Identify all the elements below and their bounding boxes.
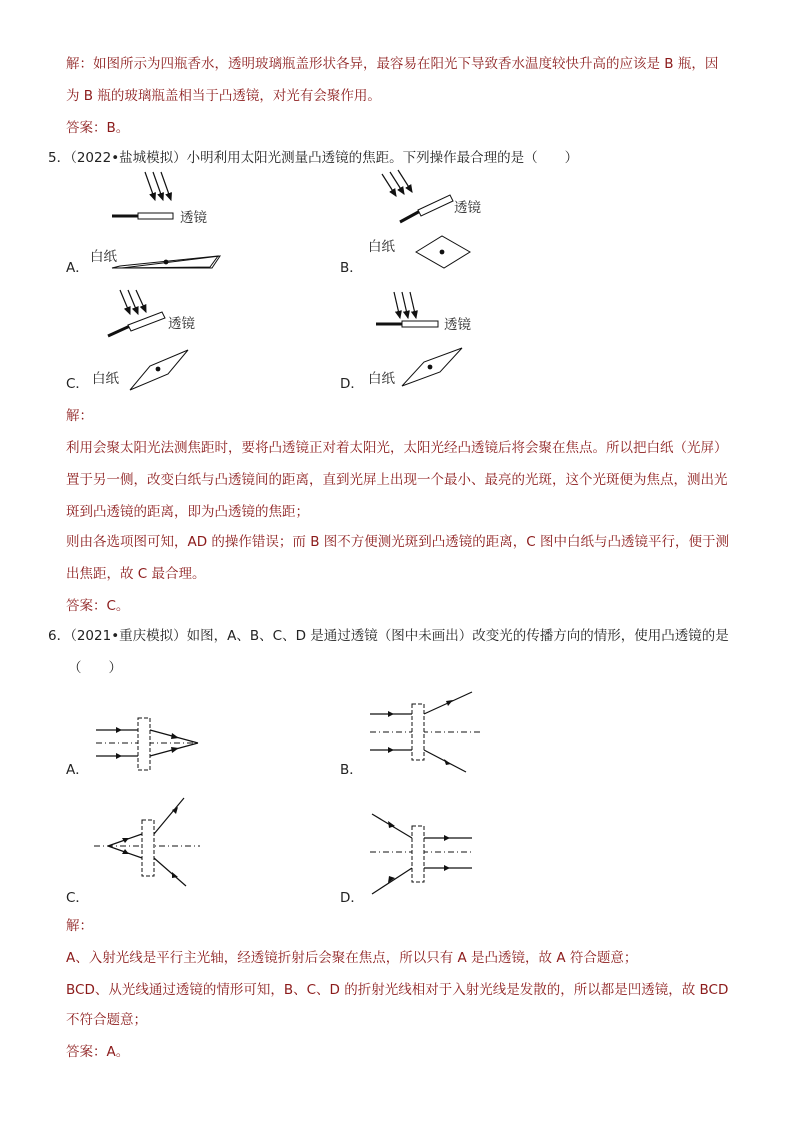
q5c-lens-label: 透镜 [168, 316, 195, 332]
q5d-lens-label: 透镜 [444, 317, 471, 333]
q5a-paper-label: 白纸 [90, 249, 117, 265]
q5a-lens-label: 透镜 [180, 210, 207, 226]
q5-solution-line-1: 利用会聚太阳光法测焦距时，要将凸透镜正对着太阳光，太阳光经凸透镜后将会聚在焦点。所以把白纸（光屏） [66, 440, 728, 456]
q5b-paper-label: 白纸 [368, 239, 395, 255]
q6-stem-line-1: 6．（2021•重庆模拟）如图，A、B、C、D 是通过透镜（图中未画出）改变光的传播方向的情形，使用凸透镜的是 [48, 628, 729, 644]
q5-figure-d [372, 288, 572, 398]
q6-option-c: C． [66, 890, 89, 906]
q6-solution-line-1: A、入射光线是平行主光轴，经透镜折射后会聚在焦点，所以只有 A 是凸透镜，故 A 符合题意； [66, 950, 638, 966]
q5-option-a: A． [66, 260, 89, 276]
q6-figure-a [94, 710, 234, 780]
q4-answer: 答案：B。 [66, 120, 130, 136]
q6-figure-b [368, 690, 488, 780]
q4-solution-line-2: 为 B 瓶的玻璃瓶盖相当于凸透镜，对光有会聚作用。 [66, 88, 381, 104]
q6-option-a: A． [66, 762, 89, 778]
q6-option-b: B． [340, 762, 363, 778]
q5-stem: 5．（2022•盐城模拟）小明利用太阳光测量凸透镜的焦距。下列操作最合理的是（ ） [48, 150, 579, 166]
q5-solution-line-4: 则由各选项图可知，AD 的操作错误；而 B 图不方便测光斑到凸透镜的距离，C 图中白纸与凸透镜平行，便于测 [66, 534, 729, 550]
q6-answer: 答案：A。 [66, 1044, 130, 1060]
q5b-lens-label: 透镜 [454, 200, 481, 216]
q6-option-d: D． [340, 890, 364, 906]
q5-solution-line-5: 出焦距，故 C 最合理。 [66, 566, 206, 582]
q5-figure-a [60, 170, 290, 280]
q5-figure-b [362, 168, 562, 288]
q6-figure-d [368, 808, 488, 898]
q5-figure-c [90, 288, 290, 398]
q6-stem-line-2: （ ） [68, 660, 122, 676]
q5-answer: 答案：C。 [66, 598, 130, 614]
q5d-paper-label-text: 白纸 [368, 371, 395, 387]
q6-solution-line-3: 不符合题意； [66, 1012, 147, 1028]
q5c-paper-label-text: 白纸 [92, 371, 119, 387]
q5-solution-head: 解： [66, 408, 93, 424]
q4-solution-line-1: 解：如图所示为四瓶香水，透明玻璃瓶盖形状各异，最容易在阳光下导致香水温度较快升高的应该是 B 瓶，因 [66, 56, 719, 72]
q6-solution-head: 解： [66, 918, 93, 934]
q6-solution-line-2: BCD、从光线通过透镜的情形可知，B、C、D 的折射光线相对于入射光线是发散的，所以都是凹透镜，故 BCD [66, 982, 729, 998]
q5-option-b: B． [340, 260, 363, 276]
q5-option-d: D． [340, 376, 364, 392]
q6-figure-c [92, 796, 212, 886]
q5-option-c: C． [66, 376, 89, 392]
q5-solution-line-3: 斑到凸透镜的距离，即为凸透镜的焦距； [66, 504, 309, 520]
q5-solution-line-2: 置于另一侧，改变白纸与凸透镜间的距离，直到光屏上出现一个最小、最亮的光斑，这个光斑便为焦点，测出光 [66, 472, 728, 488]
